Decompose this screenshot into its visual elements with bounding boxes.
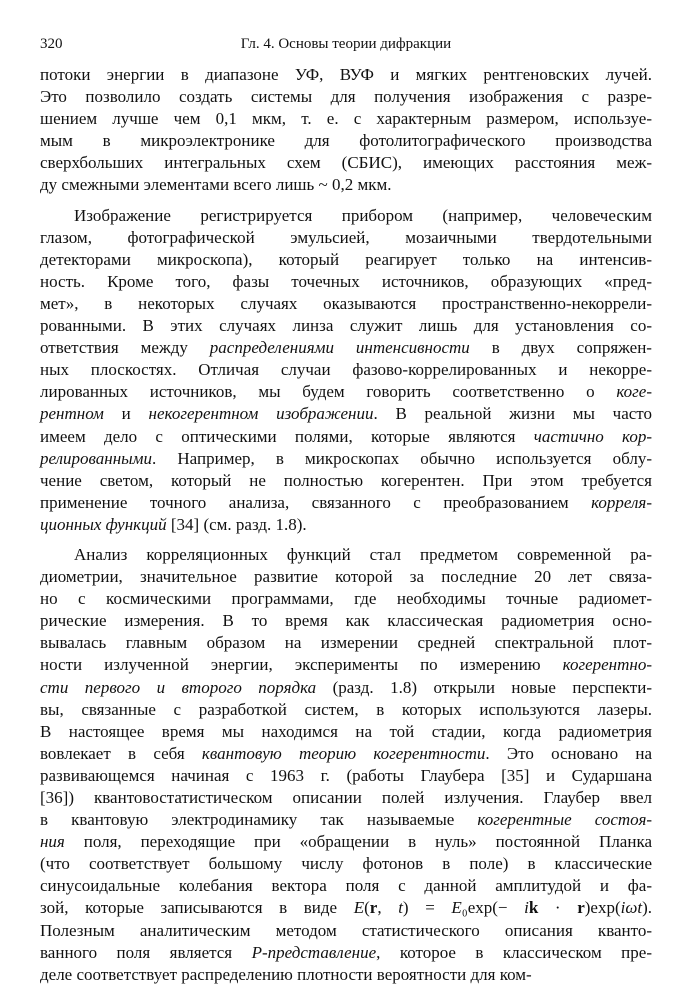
text: ду смежными элементами всего лишь ~ 0,2 мкм. bbox=[40, 175, 392, 195]
text-line bbox=[40, 610, 652, 632]
text-line bbox=[40, 831, 652, 853]
text-line bbox=[40, 64, 652, 86]
text-line bbox=[40, 152, 652, 174]
text: зой, которые записываются в виде bbox=[40, 898, 354, 918]
text: диометрии, значительное развитие которой за последние 20 лет связа- bbox=[40, 567, 652, 587]
text: . Это основано на bbox=[485, 743, 652, 763]
italic-text: квантовую теорию когерентности bbox=[201, 743, 486, 763]
text-line bbox=[40, 588, 652, 610]
italic-text: когерентно- bbox=[562, 655, 652, 675]
italic-text: когe- bbox=[616, 382, 652, 402]
text: рические измерения. В то время как классическая радиометрия осно- bbox=[40, 611, 652, 631]
text: развивающемся начиная с 1963 г. (работы Глаубера [35] и Сударшана bbox=[40, 765, 652, 785]
paragraph bbox=[40, 205, 652, 536]
running-title: Гл. 4. Основы теории дифракции bbox=[240, 36, 452, 52]
text: , bbox=[377, 898, 399, 918]
text-line bbox=[40, 130, 652, 152]
italic-text: iωt bbox=[620, 898, 643, 918]
italic-text: релированными bbox=[40, 448, 153, 468]
text-line bbox=[40, 787, 652, 809]
text-line bbox=[40, 897, 652, 919]
text: глазом, фотографической эмульсией, мозаичными твердотельными bbox=[40, 227, 652, 247]
italic-text: E bbox=[353, 898, 365, 918]
bold-symbol: r bbox=[369, 898, 378, 918]
text: Анализ корреляционных функций стал предметом современной ра- bbox=[74, 544, 652, 564]
bold-symbol: r bbox=[577, 898, 585, 918]
text-line bbox=[40, 108, 652, 130]
text-line bbox=[40, 699, 652, 721]
text: лированных источников, мы будем говорить соответственно о bbox=[40, 382, 617, 402]
text-line bbox=[40, 448, 652, 470]
text: вывалась главным образом на измерении средней спектральной плот- bbox=[40, 633, 652, 653]
italic-text: корреля- bbox=[591, 492, 652, 512]
text: ных плоскостях. Отличая случаи фазово-коррелированных и некорре- bbox=[40, 360, 652, 380]
text: рованными. В этих случаях линза служит лишь для установления со- bbox=[40, 316, 652, 336]
text-line bbox=[40, 426, 652, 448]
text-line bbox=[40, 765, 652, 787]
text-line bbox=[40, 853, 652, 875]
text: ( bbox=[364, 898, 370, 918]
text: шением лучше чем 0,1 мкм, т. е. с характерным размером, используе- bbox=[40, 109, 652, 129]
text: в двух сопряжен- bbox=[469, 338, 652, 358]
text: имеем дело с оптическими полями, которые являются bbox=[40, 426, 534, 446]
text: но с космическими программами, где необходимы точные радиомет- bbox=[40, 589, 652, 609]
italic-text: ния bbox=[40, 832, 65, 852]
text-line bbox=[40, 654, 652, 676]
text: Это позволило создать системы для получения изображения с разре- bbox=[40, 87, 652, 107]
text: ₀exp(− bbox=[461, 898, 525, 918]
text: чение светом, который не полностью когерентен. При этом требуется bbox=[40, 470, 652, 490]
text-line bbox=[40, 293, 652, 315]
text-line bbox=[40, 492, 652, 514]
text: В настоящее время мы находимся на той стадии, когда радиометрия bbox=[40, 721, 652, 741]
text: ванного поля является bbox=[40, 942, 252, 962]
italic-text: когерентные состоя- bbox=[477, 810, 653, 830]
text-line bbox=[40, 677, 652, 699]
text: )exp( bbox=[584, 898, 621, 918]
text: ответствия между bbox=[40, 338, 210, 358]
text-line bbox=[40, 205, 652, 227]
text: потоки энергии в диапазоне УФ, ВУФ и мягких рентгеновских лучей. bbox=[40, 65, 652, 84]
text-line bbox=[40, 721, 652, 743]
text: поля, переходящие при «обращении в нуль» постоянной Планка bbox=[64, 832, 652, 852]
text: и bbox=[103, 404, 149, 424]
text-line bbox=[40, 271, 652, 293]
text: синусоидальные колебания вектора поля с данной амплитудой и фа- bbox=[40, 876, 652, 896]
text-line bbox=[40, 632, 652, 654]
text-line bbox=[40, 544, 652, 566]
italic-text: рентном bbox=[40, 404, 104, 424]
text-line bbox=[40, 337, 652, 359]
text-line bbox=[40, 566, 652, 588]
text-line bbox=[40, 359, 652, 381]
text: Изображение регистрируется прибором (например, человеческим bbox=[74, 205, 652, 225]
text-line bbox=[40, 470, 652, 492]
text-line bbox=[40, 174, 652, 196]
text: мет», в некоторых случаях оказываются пространственно-некоррели- bbox=[40, 293, 652, 313]
italic-text: сти первого и второго порядка bbox=[40, 677, 317, 697]
body-text bbox=[40, 64, 652, 986]
text: деле соответствует распределению плотности вероятности для ком- bbox=[40, 964, 532, 984]
text-line bbox=[40, 315, 652, 337]
text: (что соответствует большому числу фотонов в поле) в классические bbox=[40, 854, 652, 874]
text: . Например, в микроскопах обычно используется облу- bbox=[152, 448, 652, 468]
text-line bbox=[40, 809, 652, 831]
text: ность. Кроме того, фазы точечных источников, образующих «пред- bbox=[40, 271, 652, 291]
italic-text: i bbox=[524, 898, 529, 918]
text-line bbox=[40, 249, 652, 271]
bold-symbol: k bbox=[528, 898, 539, 918]
italic-text: частично кор- bbox=[533, 426, 652, 446]
text: применение точного анализа, связанного с преобразованием bbox=[40, 492, 592, 512]
text: [34] (см. разд. 1.8). bbox=[166, 514, 307, 534]
text: детекторами микроскопа), который реагирует только на интенсив- bbox=[40, 249, 652, 269]
page-header bbox=[40, 36, 652, 58]
text-line bbox=[40, 875, 652, 897]
text: в квантовую электродинамику так называемые bbox=[40, 810, 478, 830]
page-number: 320 bbox=[40, 36, 63, 52]
text-line bbox=[40, 964, 652, 986]
text: ). bbox=[642, 898, 652, 918]
text: вовлекает в себя bbox=[40, 743, 202, 763]
text-line bbox=[40, 920, 652, 942]
italic-text: t bbox=[398, 898, 403, 918]
text-line bbox=[40, 743, 652, 765]
text: мым в микроэлектронике для фотолитографического производства bbox=[40, 131, 652, 151]
paragraph bbox=[40, 64, 652, 197]
paragraph bbox=[40, 544, 652, 986]
text: ) = bbox=[402, 898, 452, 918]
text: · bbox=[538, 898, 578, 918]
text: . В реальной жизни мы часто bbox=[373, 404, 652, 424]
text-line bbox=[40, 514, 652, 536]
paragraph-gap bbox=[40, 536, 652, 544]
text: , которое в классическом пре- bbox=[376, 942, 652, 962]
italic-text: некогерентном изображении bbox=[148, 404, 374, 424]
italic-text: E bbox=[451, 898, 462, 918]
text-line bbox=[40, 942, 652, 964]
text: сверхбольших интегральных схем (СБИС), имеющих расстояния меж- bbox=[40, 153, 652, 173]
italic-text: распределениями интенсивности bbox=[209, 338, 470, 358]
text: Полезным аналитическим методом статистического описания кванто- bbox=[40, 920, 652, 940]
text: ности излученной энергии, эксперименты по измерению bbox=[40, 655, 563, 675]
text-line bbox=[40, 86, 652, 108]
text: вы, связанные с разработкой систем, в которых используются лазеры. bbox=[40, 699, 652, 719]
text-line bbox=[40, 381, 652, 403]
text: (разд. 1.8) открыли новые перспекти- bbox=[316, 677, 652, 697]
italic-text: ционных функций bbox=[40, 514, 167, 534]
italic-text: P-представление bbox=[251, 942, 377, 962]
paragraph-gap bbox=[40, 197, 652, 205]
text-line bbox=[40, 227, 652, 249]
text-line bbox=[40, 403, 652, 425]
text: [36]) квантовостатистическом описании полей излучения. Глаубер ввел bbox=[40, 788, 652, 807]
